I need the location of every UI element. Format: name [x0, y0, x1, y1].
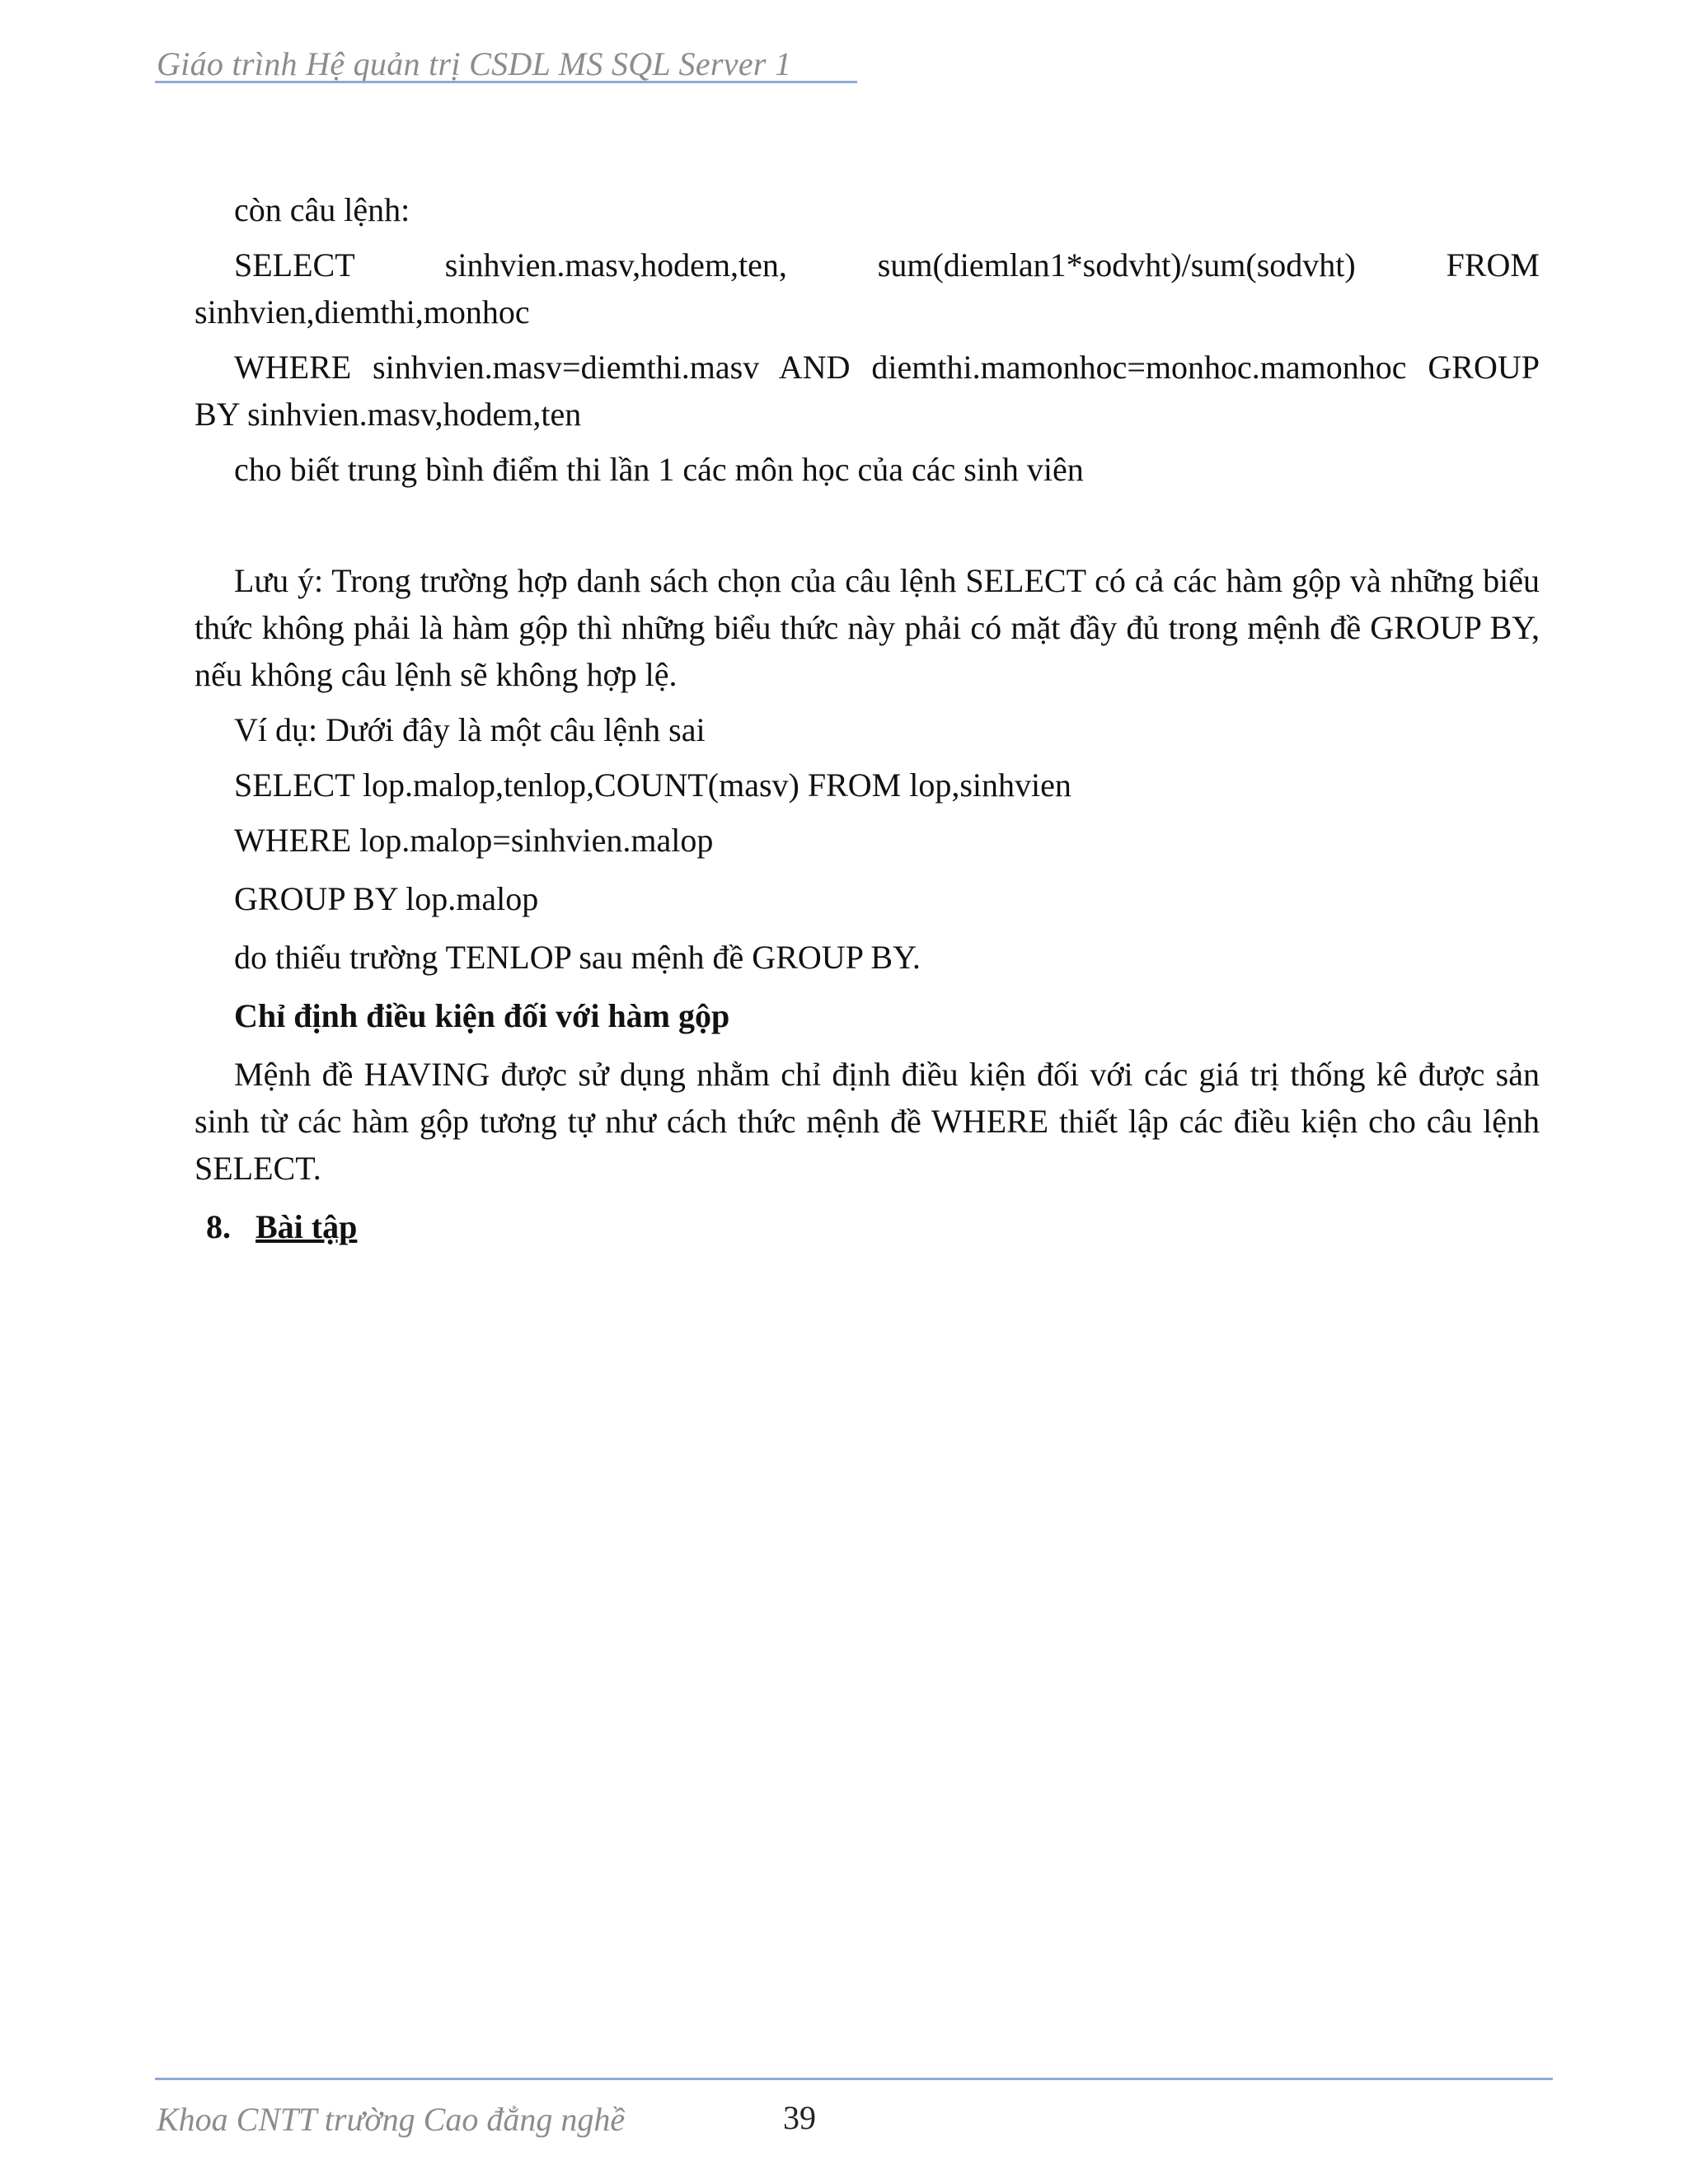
exercise-heading	[206, 1203, 1540, 1250]
paragraph: do thiếu trường TENLOP sau mệnh đề GROUP BY.	[234, 939, 921, 976]
code-line: GROUP BY lop.malop	[234, 880, 539, 917]
code-paragraph: SELECT sinhvien.masv,hodem,ten, sum(diemlan1*sodvht)/sum(sodvht) FROM sinhvien,diemthi,monhoc	[195, 246, 1540, 330]
paragraph: Mệnh đề HAVING được sử dụng nhằm chỉ định điều kiện đối với các giá trị thống kê được sản sinh từ các hàm gộp tương tự như cách thức mệnh đề WHERE thiết lập các điều kiện cho câu lệnh SELECT.	[195, 1056, 1540, 1187]
header-rule	[155, 81, 857, 83]
section-heading: Chỉ định điều kiện đối với hàm gộp	[234, 997, 730, 1034]
page-body	[195, 186, 1540, 1250]
code-line: WHERE lop.malop=sinhvien.malop	[234, 822, 714, 859]
paragraph: còn câu lệnh:	[234, 191, 410, 228]
exercise-number: 8.	[206, 1208, 231, 1245]
code-paragraph: WHERE sinhvien.masv=diemthi.masv AND diemthi.mamonhoc=monhoc.mamonhoc GROUP BY sinhvien.masv,hodem,ten	[195, 349, 1540, 433]
code-line: SELECT lop.malop,tenlop,COUNT(masv) FROM lop,sinhvien	[234, 766, 1071, 804]
note-paragraph: Lưu ý: Trong trường hợp danh sách chọn của câu lệnh SELECT có cả các hàm gộp và những biểu thức không phải là hàm gộp thì những biểu thức này phải có mặt đầy đủ trong mệnh đề GROUP BY, nếu không câu lệnh sẽ không hợp lệ.	[195, 562, 1540, 693]
running-header: Giáo trình Hệ quản trị CSDL MS SQL Server 1	[157, 45, 792, 82]
footer-rule	[155, 2078, 1553, 2080]
footer-text: Khoa CNTT trường Cao đẳng nghề	[157, 2101, 626, 2138]
page-number: 39	[783, 2099, 816, 2136]
exercise-label: Bài tập	[256, 1208, 358, 1245]
paragraph: Ví dụ: Dưới đây là một câu lệnh sai	[234, 711, 706, 748]
paragraph: cho biết trung bình điểm thi lần 1 các môn học của các sinh viên	[234, 451, 1084, 488]
